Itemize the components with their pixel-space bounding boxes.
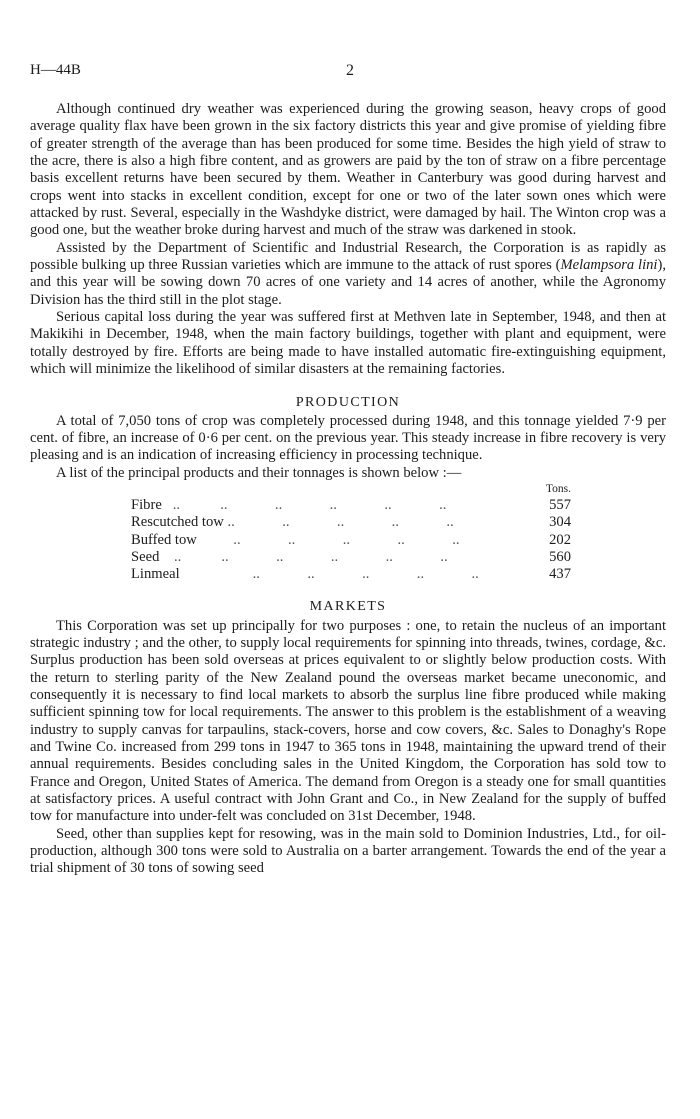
rust-text-before: Assisted by the Department of Scientific and Industrial Research, the Corporation is as rapidly as possible bulking up three Russian varieties which are immune to the attack of rust spores ( <box>30 239 666 274</box>
product-label: Buffed tow <box>131 531 197 548</box>
product-tons: 560 <box>549 548 571 565</box>
product-label: Linmeal <box>131 566 180 583</box>
product-label: Seed <box>131 548 160 565</box>
table-row <box>131 497 571 514</box>
table-row <box>131 566 571 583</box>
table-row <box>131 549 571 566</box>
paragraph-production-total: A total of 7,050 tons of crop was completely processed during 1948, and this tonnage yielded 7·9 per cent. of fibre, an increase of 0·6 per cent. on the previous year. This steady increase in fibre recovery is very pleasing and is an indication of increasing efficiency in processing technique. <box>30 412 666 464</box>
product-tons: 437 <box>549 566 571 583</box>
leader-dots: .. .. .. .. .. <box>179 566 479 583</box>
product-label: Fibre <box>131 496 162 513</box>
leader-dots: .. .. .. .. .. .. <box>159 548 448 565</box>
product-tons: 557 <box>549 496 571 513</box>
paragraph-production-list-intro: A list of the principal products and their tonnages is shown below :— <box>56 464 462 481</box>
tons-column-header: Tons. <box>545 482 571 495</box>
table-row <box>131 514 571 531</box>
document-body <box>30 101 666 878</box>
leader-dots: .. .. .. .. .. <box>223 514 454 531</box>
table-row <box>131 532 571 549</box>
page-header <box>30 62 670 82</box>
paragraph-flax-crops: Although continued dry weather was experienced during the growing season, heavy crops of good average quality flax have been grown in the six factory districts this year and give promise of yielding fibre of greater strength of the average than has been produced for some time. Besides the high yield of straw to the acre, there is also a high fibre content, and as growers are paid by the ton of straw on a fibre percentage basis excellent returns have been secured by them. Weather in Canterbury was good during harvest and crops went into stacks in excellent condition, except for one or two of the later sown ones which were attacked by rust. Several, especially in the Washdyke district, were damaged by hail. The Winton crop was a good one, but the weather broke during harvest and much of the straw was darkened in stook. <box>30 101 666 239</box>
paragraph-seed-sales: Seed, other than supplies kept for resowing, was in the main sold to Dominion Industries, Ltd., for oil-production, although 300 tons were sold to Australia on a barter arrangement. Towards the end of the year a trial shipment of 30 tons of sowing seed <box>30 825 666 877</box>
species-name: Melampsora lini <box>560 257 658 274</box>
product-tons: 304 <box>549 514 571 531</box>
document-reference: H—44B <box>30 62 81 78</box>
paragraph-markets-purpose: This Corporation was set up principally for two purposes : one, to retain the nucleus of an important strategic industry ; and the other, to supply local requirements for spinning into threads, twines, cordage, &c. Surplus production has been sold overseas at prices equivalent to or slightly below production costs. With the return to sterling parity of the New Zealand pound the overseas market became uneconomic, and consequently it is necessary to find local markets to absorb the surplus line fibre produced while making sufficient spinning tow for local requirements. The answer to this problem is the establishment of a weaving industry to supply canvas for tarpaulins, stack-covers, horse and cow covers, &c. Sales to Donaghy's Rope and Twine Co. increased from 299 tons in 1947 to 365 tons in 1948, maintaining the upward trend of their annual requirements. Besides concluding sales in the United Kingdom, the Corporation has sold tow to France and Oregon, United States of America. The demand from Oregon is a steady one for small quantities at satisfactory prices. A useful contract with John Grant and Co., in New Zealand for the supply of buffed tow for manufacture into under-felt was concluded on 31st December, 1948. <box>30 617 666 825</box>
page-number: 2 <box>346 62 354 79</box>
paragraph-rust-varieties <box>30 240 666 309</box>
leader-dots: .. .. .. .. .. .. <box>161 496 447 513</box>
products-table <box>131 482 571 584</box>
leader-dots: .. .. .. .. .. <box>196 531 460 548</box>
markets-heading: MARKETS <box>309 598 387 614</box>
production-heading: PRODUCTION <box>295 394 401 410</box>
product-tons: 202 <box>549 531 571 548</box>
paragraph-fire-loss: Serious capital loss during the year was suffered first at Methven late in September, 1948, and then at Makikihi in December, 1948, when the main factory buildings, together with plant and equipment, were totally destroyed by fire. Efforts are being made to have installed automatic fire-extinguishing equipment, which will minimize the likelihood of similar disasters at the remaining factories. <box>30 309 666 378</box>
rust-text-after: ), and this year will be sowing down 70 acres of one variety and 14 acres of another, while the Agronomy Division has the third still in the plot stage. <box>30 257 666 308</box>
product-label: Rescutched tow <box>131 514 224 531</box>
